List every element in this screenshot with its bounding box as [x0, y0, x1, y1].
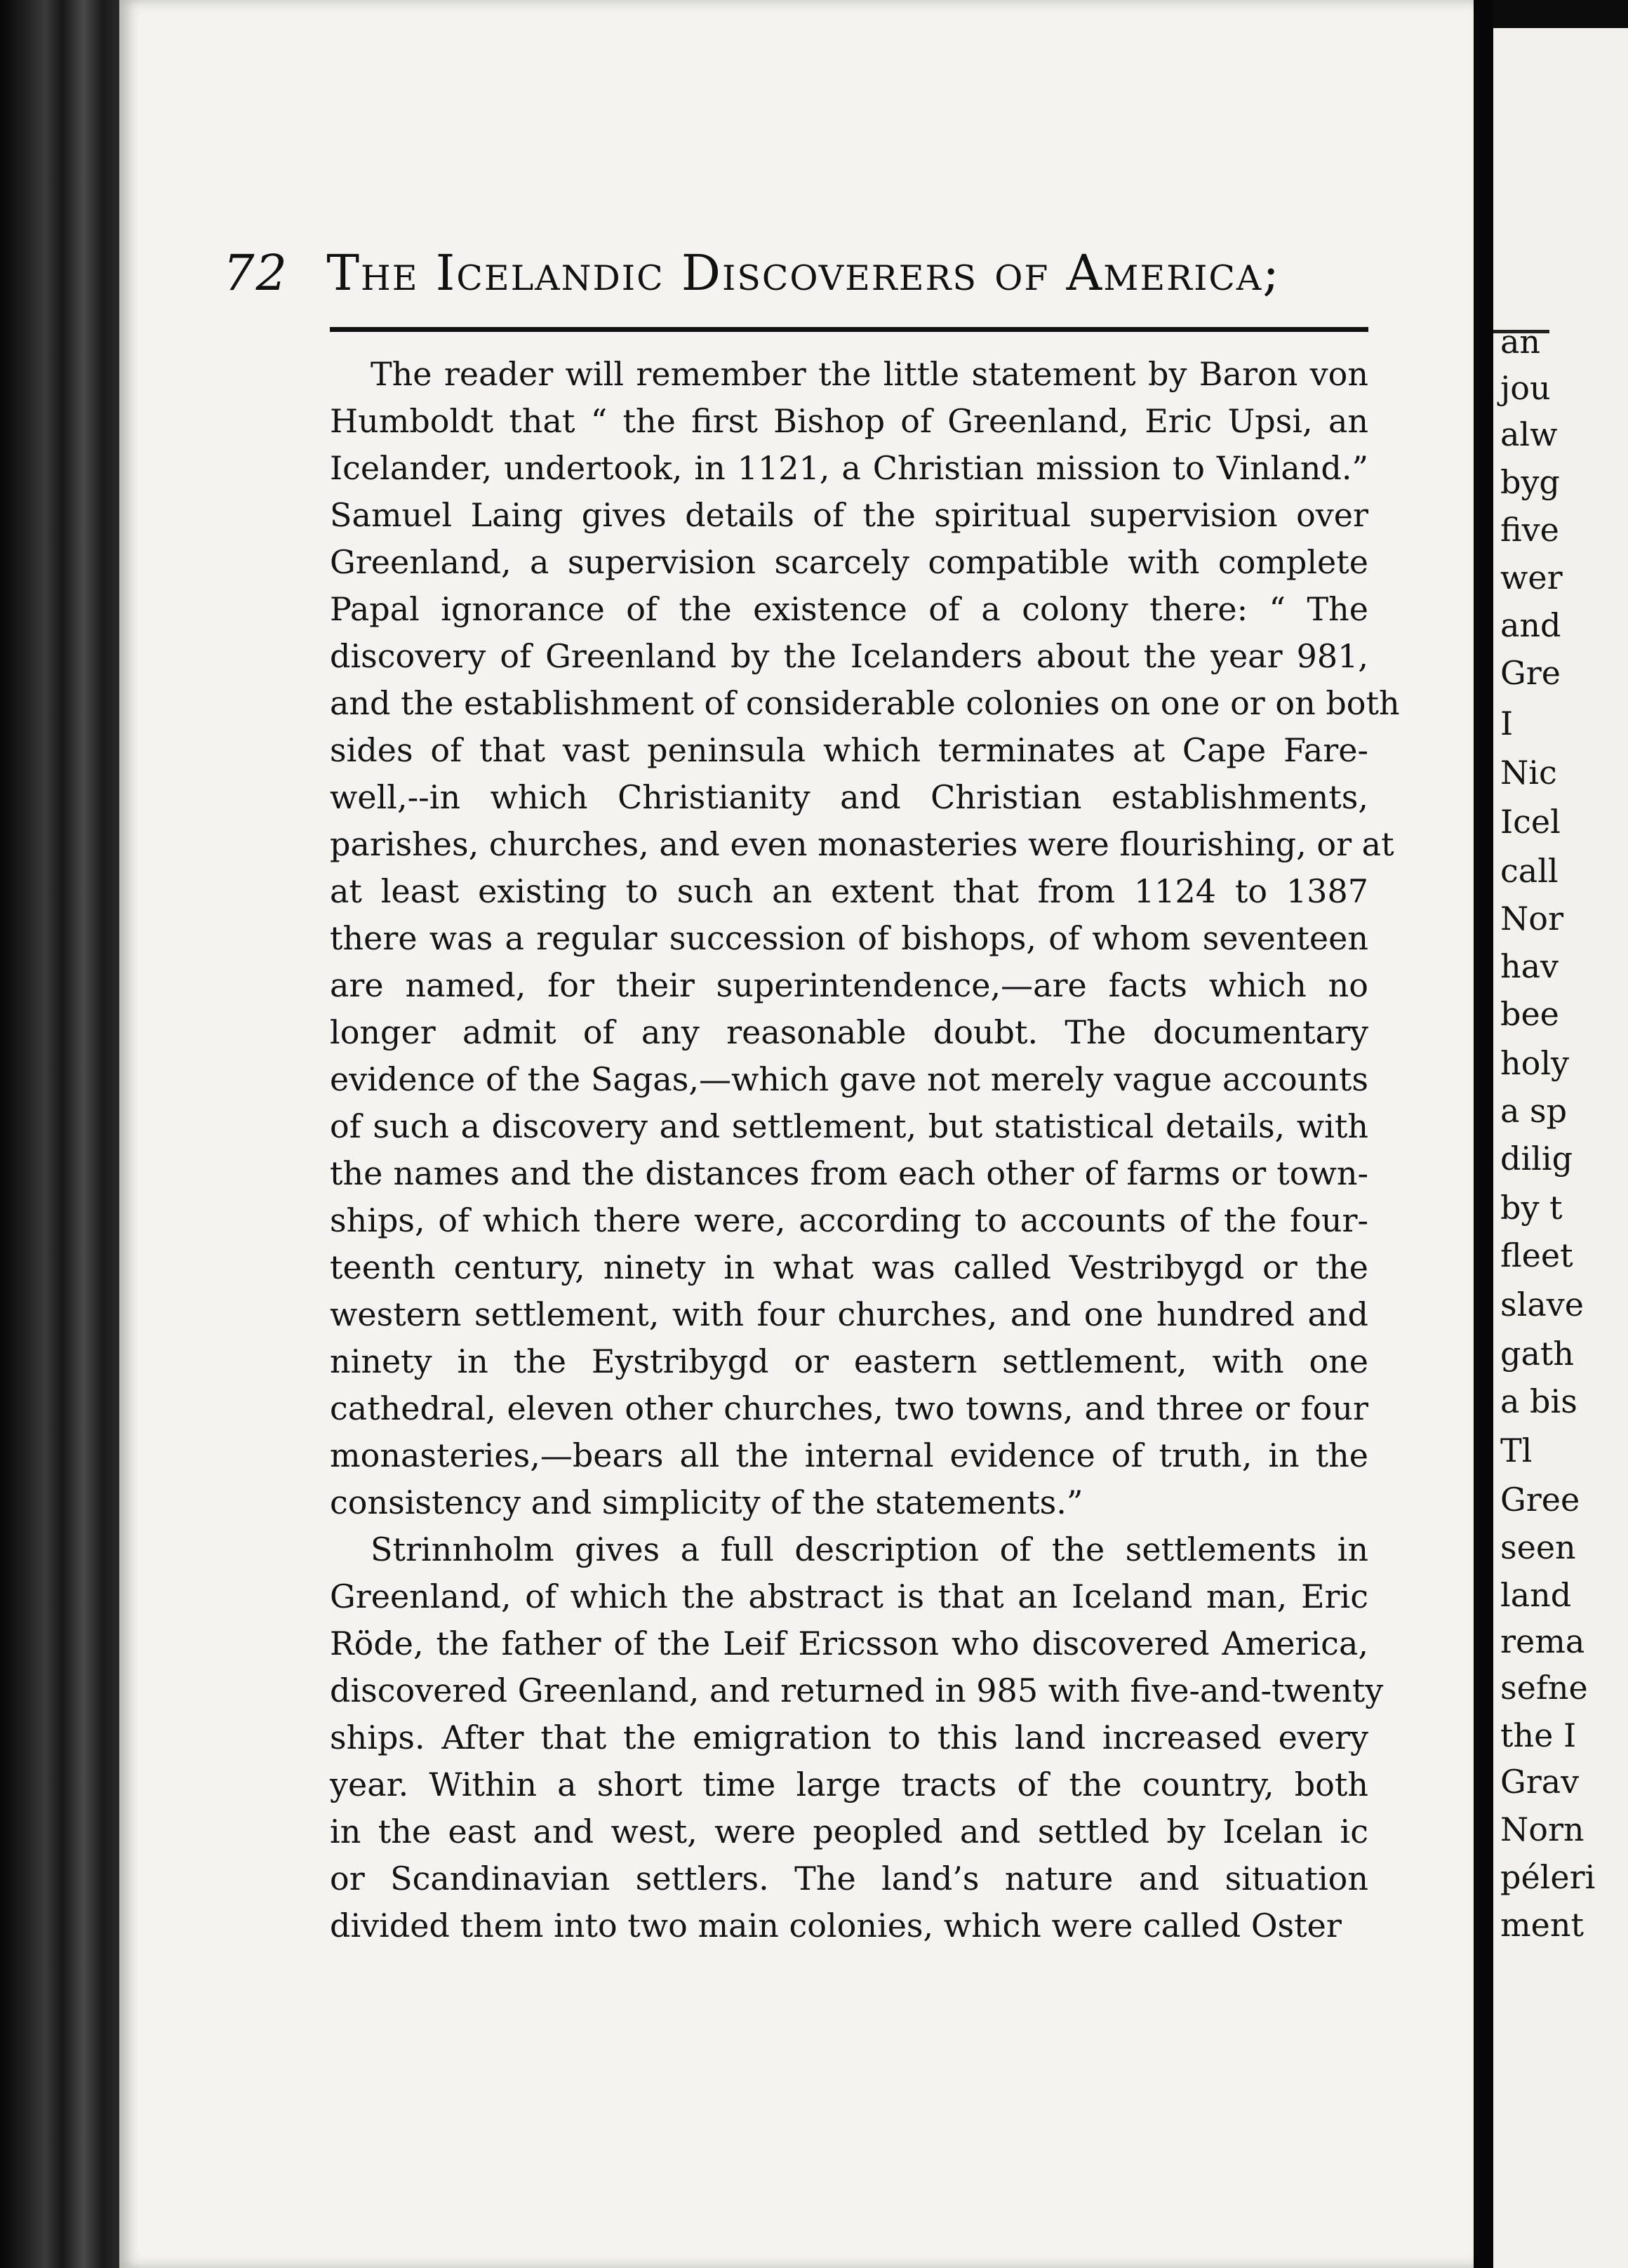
- facing-page-fragment: call: [1500, 852, 1559, 890]
- facing-page-fragment: a sp: [1500, 1092, 1568, 1130]
- text-line: discovered Greenland, and returned in 985 with five-and-twenty: [330, 1672, 1384, 1709]
- text-line: and the establishment of considerable colonies on one or on both: [330, 684, 1400, 722]
- facing-page-fragment: Nic: [1500, 754, 1557, 792]
- facing-page-fragment: Tl: [1500, 1432, 1533, 1469]
- book-binding-edge: [0, 0, 119, 2268]
- facing-page-fragment: ment: [1500, 1906, 1584, 1944]
- text-line: ships, of which there were, according to accounts of the four-: [330, 1201, 1368, 1239]
- text-line: Papal ignorance of the existence of a colony there: “ The: [330, 590, 1368, 628]
- facing-page-fragment: Nor: [1500, 900, 1563, 938]
- text-line: divided them into two main colonies, which were called Oster: [330, 1907, 1342, 1945]
- text-line: parishes, churches, and even monasteries were flourishing, or at: [330, 825, 1394, 863]
- facing-page-fragment: land: [1500, 1576, 1572, 1614]
- facing-page-fragment: péleri: [1500, 1858, 1596, 1896]
- text-line: there was a regular succession of bishops, of whom seventeen: [330, 919, 1368, 957]
- text-line: ninety in the Eystribygd or eastern settlement, with one: [330, 1342, 1368, 1380]
- text-line: western settlement, with four churches, and one hundred and: [330, 1295, 1368, 1333]
- text-line: consistency and simplicity of the statements.”: [330, 1483, 1083, 1521]
- running-head: [223, 244, 1388, 314]
- facing-page-fragment: fleet: [1500, 1236, 1573, 1274]
- running-head-title: The Icelandic Discoverers of America;: [326, 244, 1281, 302]
- facing-page-edge: [1493, 28, 1628, 2268]
- text-line: the names and the distances from each other of farms or town-: [330, 1154, 1368, 1192]
- text-line: Icelander, undertook, in 1121, a Christian mission to Vinland.”: [330, 449, 1368, 487]
- facing-page-fragment: Grav: [1500, 1763, 1580, 1801]
- facing-page-fragment: by t: [1500, 1189, 1563, 1227]
- facing-page-fragment: gath: [1500, 1335, 1574, 1373]
- facing-page-fragment: Icel: [1500, 803, 1561, 841]
- text-line: The reader will remember the little statement by Baron von: [371, 355, 1368, 393]
- text-line: are named, for their superintendence,—are facts which no: [330, 966, 1368, 1004]
- facing-page-fragment: jou: [1500, 369, 1551, 407]
- text-line: well,--in which Christianity and Christian establishments,: [330, 778, 1368, 816]
- facing-page-fragment: five: [1500, 511, 1559, 549]
- facing-page-fragment: the I: [1500, 1716, 1577, 1754]
- text-line: Samuel Laing gives details of the spiritual supervision over: [330, 496, 1368, 534]
- facing-page-fragment: hav: [1500, 947, 1559, 985]
- text-line: teenth century, ninety in what was called Vestribygd or the: [330, 1248, 1368, 1286]
- facing-page-fragment: Norn: [1500, 1810, 1584, 1848]
- facing-page-fragment: dilig: [1500, 1140, 1573, 1178]
- facing-page-fragment: slave: [1500, 1286, 1584, 1323]
- text-line: Röde, the father of the Leif Ericsson who discovered America,: [330, 1625, 1368, 1662]
- text-line: Greenland, a supervision scarcely compatible with complete: [330, 543, 1368, 581]
- facing-page-fragment: an: [1500, 323, 1541, 361]
- facing-page-fragment: a bis: [1500, 1382, 1577, 1420]
- facing-page-fragment: holy: [1500, 1044, 1570, 1082]
- text-line: at least existing to such an extent that from 1124 to 1387: [330, 872, 1368, 910]
- text-line: in the east and west, were peopled and settled by Icelan ic: [330, 1813, 1368, 1850]
- text-line: Humboldt that “ the first Bishop of Greenland, Eric Upsi, an: [330, 402, 1368, 440]
- facing-page-fragment: Gre: [1500, 654, 1561, 692]
- page-number: 72: [223, 244, 289, 302]
- page-gutter: [1474, 0, 1493, 2268]
- facing-page-fragment: bee: [1500, 995, 1559, 1033]
- text-line: longer admit of any reasonable doubt. The documentary: [330, 1013, 1368, 1051]
- facing-page-fragment: sefne: [1500, 1669, 1588, 1707]
- facing-page-fragment: Gree: [1500, 1481, 1580, 1519]
- facing-page-fragment: and: [1500, 606, 1561, 644]
- facing-page-fragment: alw: [1500, 415, 1558, 453]
- facing-page-fragment: I: [1500, 705, 1514, 742]
- text-line: ships. After that the emigration to this land increased every: [330, 1719, 1368, 1756]
- body-text: [330, 351, 1400, 1949]
- text-line: of such a discovery and settlement, but statistical details, with: [330, 1107, 1368, 1145]
- text-line: monasteries,—bears all the internal evidence of truth, in the: [330, 1436, 1368, 1474]
- facing-page-fragment: byg: [1500, 463, 1560, 501]
- facing-page-fragment: rema: [1500, 1622, 1585, 1660]
- text-line: evidence of the Sagas,—which gave not merely vague accounts: [330, 1060, 1368, 1098]
- text-line: discovery of Greenland by the Icelanders about the year 981,: [330, 637, 1368, 675]
- text-line: Greenland, of which the abstract is that an Iceland man, Eric: [330, 1577, 1368, 1615]
- facing-page-fragment: wer: [1500, 559, 1563, 596]
- text-line: cathedral, eleven other churches, two towns, and three or four: [330, 1389, 1368, 1427]
- text-line: year. Within a short time large tracts of the country, both: [330, 1766, 1368, 1803]
- text-line: sides of that vast peninsula which terminates at Cape Fare-: [330, 731, 1368, 769]
- text-line: Strinnholm gives a full description of the settlements in: [371, 1530, 1368, 1568]
- text-line: or Scandinavian settlers. The land’s nature and situation: [330, 1860, 1368, 1897]
- header-rule: [330, 327, 1368, 332]
- facing-page-fragment: seen: [1500, 1528, 1576, 1566]
